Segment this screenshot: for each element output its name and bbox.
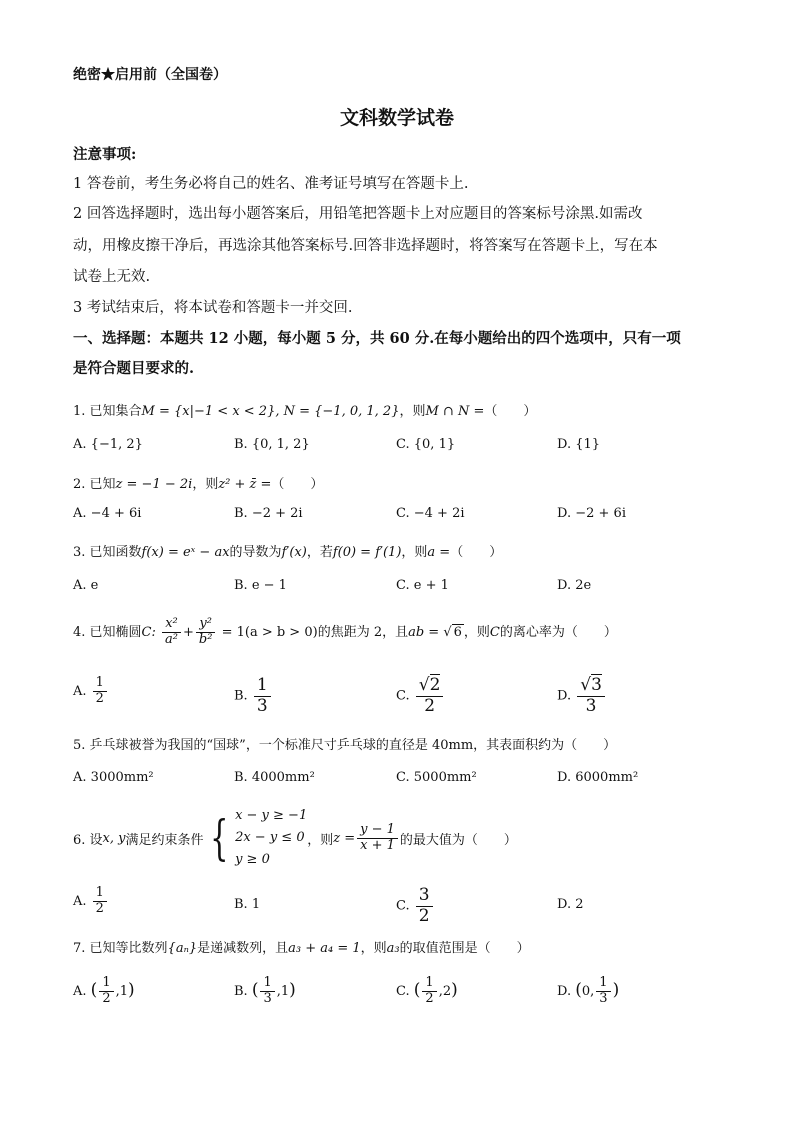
question-5-option-c: C. 5000mm² xyxy=(396,770,477,785)
question-5-option-d: D. 6000mm² xyxy=(557,770,639,785)
ellipse-x-term: $\frac{\text{x²}}{\text{a²}}$ xyxy=(162,617,181,648)
question-7-option-a: A. ( $\frac{1}{2}$ ,1) xyxy=(73,975,135,1006)
confidential-label: 绝密★启用前（全国卷） xyxy=(73,67,227,83)
question-1-option-d: D. {1} xyxy=(557,437,601,452)
constraint-system: x − y ≥ −1 2x − y ≤ 0 y ≥ 0 xyxy=(235,808,308,867)
question-7-option-b: B. ( $\frac{1}{3}$ ,1) xyxy=(234,975,296,1006)
notice-heading: 注意事项: xyxy=(73,146,137,163)
question-7-option-c: C. ( $\frac{1}{2}$ ,2) xyxy=(396,975,458,1006)
question-3-option-b: B. e − 1 xyxy=(234,578,287,593)
question-3-option-d: D. 2e xyxy=(557,578,592,593)
question-4-option-a: A. $\frac{1}{2}$ xyxy=(73,676,109,707)
system-brace: { xyxy=(209,810,228,866)
question-3-option-a: A. e xyxy=(73,578,99,593)
question-5-stem: 5. 乒乓球被誉为我国的“国球”，一个标准尺寸乒乓球的直径是 40mm，其表面积约为（ ） xyxy=(73,738,617,753)
question-7-option-d: D. (0, $\frac{1}{3}$ ) xyxy=(557,975,620,1006)
notice-item-3: 3 考试结束后，将本试卷和答题卡一并交回. xyxy=(73,300,353,316)
question-1-option-c: C. {0, 1} xyxy=(396,437,456,452)
question-4-option-d: D. $\frac{√3}{3}$ xyxy=(557,676,607,716)
section-heading-line-1: 一、选择题：本题共 12 小题，每小题 5 分，共 60 分.在每小题给出的四个选项中，只有一项 xyxy=(73,330,681,347)
question-6-option-c: C. $\frac{3}{2}$ xyxy=(396,886,435,926)
notice-item-1: 1 答卷前，考生务必将自己的姓名、准考证号填写在答题卡上. xyxy=(73,176,469,192)
question-7-stem: 7. 已知等比数列{aₙ}是递减数列，且a₃ + a₄ = 1，则a₃的取值范围是（ ） xyxy=(73,941,530,956)
question-3-option-c: C. e + 1 xyxy=(396,578,449,593)
question-1-stem: 1. 已知集合M = {x|−1 < x < 2}, N = {−1, 0, 1, 2}，则M ∩ N =（ ） xyxy=(73,404,537,419)
notice-item-2-line-1: 2 回答选择题时，选出每小题答案后，用铅笔把答题卡上对应题目的答案标号涂黑.如需改 xyxy=(73,206,643,222)
question-1-option-a: A. {−1, 2} xyxy=(73,437,143,452)
notice-item-2-line-3: 试卷上无效. xyxy=(73,269,151,285)
question-6-option-b: B. 1 xyxy=(234,897,261,912)
question-2-option-a: A. −4 + 6i xyxy=(73,506,142,521)
question-1-option-b: B. {0, 1, 2} xyxy=(234,437,310,452)
question-2-option-d: D. −2 + 6i xyxy=(557,506,626,521)
question-3-stem: 3. 已知函数f(x) = eˣ − ax的导数为f′(x)，若f(0) = f′(1)，则a =（ ） xyxy=(73,545,503,560)
question-6-option-d: D. 2 xyxy=(557,897,584,912)
question-2-option-b: B. −2 + 2i xyxy=(234,506,303,521)
question-6-option-a: A. $\frac{1}{2}$ xyxy=(73,886,109,917)
question-4-option-b: B. $\frac{1}{3}$ xyxy=(234,676,273,716)
question-6-stem: 6. 设 x, y 满足约束条件 { x − y ≥ −1 2x − y ≤ 0 y ≥ 0 ，则 z = $\frac{y - 1}{x + 1}$ 的最大值为（ ） xyxy=(73,804,517,872)
question-2-option-c: C. −4 + 2i xyxy=(396,506,465,521)
objective-fraction: $\frac{y - 1}{x + 1}$ xyxy=(357,823,398,854)
sqrt-6: √ 6 xyxy=(443,625,462,640)
ellipse-y-term: $\frac{\text{y²}}{\text{b²}}$ xyxy=(196,617,216,648)
page-title: 文科数学试卷 xyxy=(339,107,454,129)
question-4-stem: 4. 已知椭圆C: $\frac{\text{x²}}{\text{a²}}$ + $\frac{\text{y²}}{\text{b²}}$ = 1(a > b > 0)的焦距为 2，且ab = √ 6 ，则C的离心率为（ ） xyxy=(73,611,617,655)
notice-item-2-line-2: 动，用橡皮擦干净后，再选涂其他答案标号.回答非选择题时，将答案写在答题卡上，写在本 xyxy=(73,238,658,254)
question-5-option-a: A. 3000mm² xyxy=(73,770,154,785)
question-2-stem: 2. 已知z = −1 − 2i，则z² + z̄ =（ ） xyxy=(73,477,324,492)
section-heading-line-2: 是符合题目要求的. xyxy=(73,360,195,377)
question-4-option-c: C. $\frac{√2}{2}$ xyxy=(396,676,445,716)
question-5-option-b: B. 4000mm² xyxy=(234,770,315,785)
